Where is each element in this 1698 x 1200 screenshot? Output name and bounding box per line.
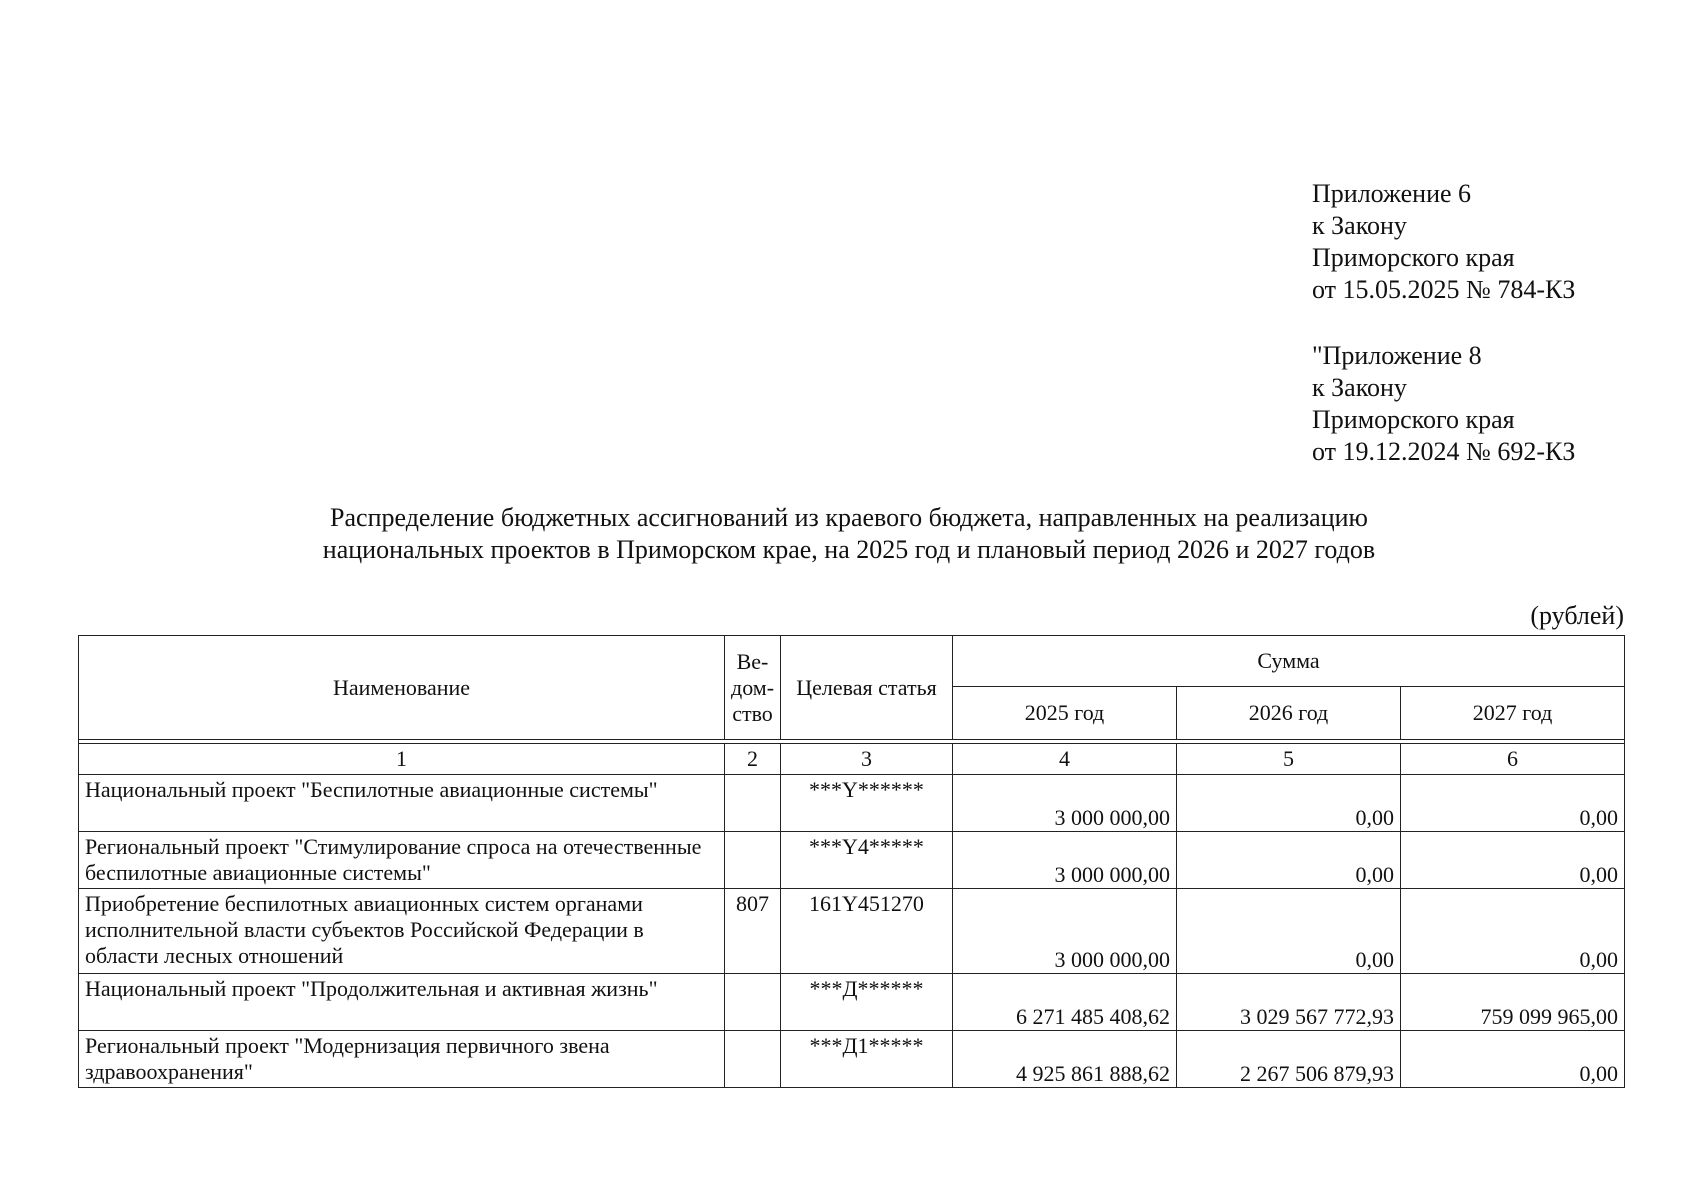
column-number: 5: [1177, 744, 1401, 775]
row-amount-2027: 0,00: [1401, 832, 1625, 889]
row-amount-2027: 0,00: [1401, 889, 1625, 974]
header-name: Наименование: [79, 636, 725, 740]
row-amount-2026: 2 267 506 879,93: [1177, 1031, 1401, 1088]
header-sum: Сумма: [953, 636, 1625, 687]
table-row: [79, 974, 1625, 1031]
header-year-2026: 2026 год: [1177, 687, 1401, 740]
appendix-line: к Закону: [1312, 373, 1407, 402]
table-row: [79, 889, 1625, 974]
document-title-line-1: Распределение бюджетных ассигнований из краевого бюджета, направленных на реализацию: [330, 503, 1368, 532]
column-number: 1: [79, 744, 725, 775]
row-target-article: 161Y451270: [781, 889, 953, 974]
table-row: [79, 832, 1625, 889]
row-amount-2027: 0,00: [1401, 1031, 1625, 1088]
appendix-block-current: [1312, 178, 1575, 306]
row-amount-2026: 0,00: [1177, 889, 1401, 974]
row-amount-2026: 3 029 567 772,93: [1177, 974, 1401, 1031]
row-name: Национальный проект "Продолжительная и активная жизнь": [79, 974, 725, 1031]
column-number: 2: [725, 744, 781, 775]
row-department: [725, 1031, 781, 1088]
appendix-block-amended: [1312, 340, 1575, 468]
row-amount-2027: 0,00: [1401, 775, 1625, 832]
document-title-line-2: национальных проектов в Приморском крае, на 2025 год и плановый период 2026 и 2027 годов: [322, 535, 1376, 564]
appendix-line: Приморского края: [1312, 243, 1515, 272]
appendix-line: Приморского края: [1312, 405, 1515, 434]
row-amount-2027: 759 099 965,00: [1401, 974, 1625, 1031]
header-target-article: Целевая статья: [781, 636, 953, 740]
appendix-line: "Приложение 8: [1312, 341, 1482, 370]
header-year-2027: 2027 год: [1401, 687, 1625, 740]
table-row: [79, 1031, 1625, 1088]
appendix-line: от 15.05.2025 № 784-КЗ: [1312, 275, 1576, 304]
column-number: 4: [953, 744, 1177, 775]
row-department: 807: [725, 889, 781, 974]
row-department: [725, 974, 781, 1031]
row-amount-2025: 4 925 861 888,62: [953, 1031, 1177, 1088]
table-row: [79, 775, 1625, 832]
row-amount-2025: 3 000 000,00: [953, 775, 1177, 832]
row-department: [725, 775, 781, 832]
header-department: Ве-дом-ство: [725, 636, 781, 740]
row-target-article: ***Y******: [781, 775, 953, 832]
column-number-row: [79, 744, 1625, 775]
budget-table: [78, 635, 1625, 1088]
row-amount-2025: 3 000 000,00: [953, 832, 1177, 889]
appendix-line: от 19.12.2024 № 692-КЗ: [1312, 437, 1576, 466]
column-number: 6: [1401, 744, 1625, 775]
row-name: Национальный проект "Беспилотные авиационные системы": [79, 775, 725, 832]
row-name: Приобретение беспилотных авиационных систем органами исполнительной власти субъектов Российской Федерации в области лесных отношений: [79, 889, 725, 974]
row-amount-2026: 0,00: [1177, 832, 1401, 889]
row-amount-2025: 3 000 000,00: [953, 889, 1177, 974]
row-target-article: ***Д******: [781, 974, 953, 1031]
column-number: 3: [781, 744, 953, 775]
document-title: [0, 502, 1698, 566]
row-target-article: ***Y4*****: [781, 832, 953, 889]
header-year-2025: 2025 год: [953, 687, 1177, 740]
row-department: [725, 832, 781, 889]
row-name: Региональный проект "Стимулирование спроса на отечественные беспилотные авиационные системы": [79, 832, 725, 889]
appendix-line: Приложение 6: [1312, 179, 1472, 208]
row-target-article: ***Д1*****: [781, 1031, 953, 1088]
appendix-line: к Закону: [1312, 211, 1407, 240]
row-amount-2025: 6 271 485 408,62: [953, 974, 1177, 1031]
row-name: Региональный проект "Модернизация первичного звена здравоохранения": [79, 1031, 725, 1088]
units-label: (рублей): [1530, 601, 1624, 630]
row-amount-2026: 0,00: [1177, 775, 1401, 832]
